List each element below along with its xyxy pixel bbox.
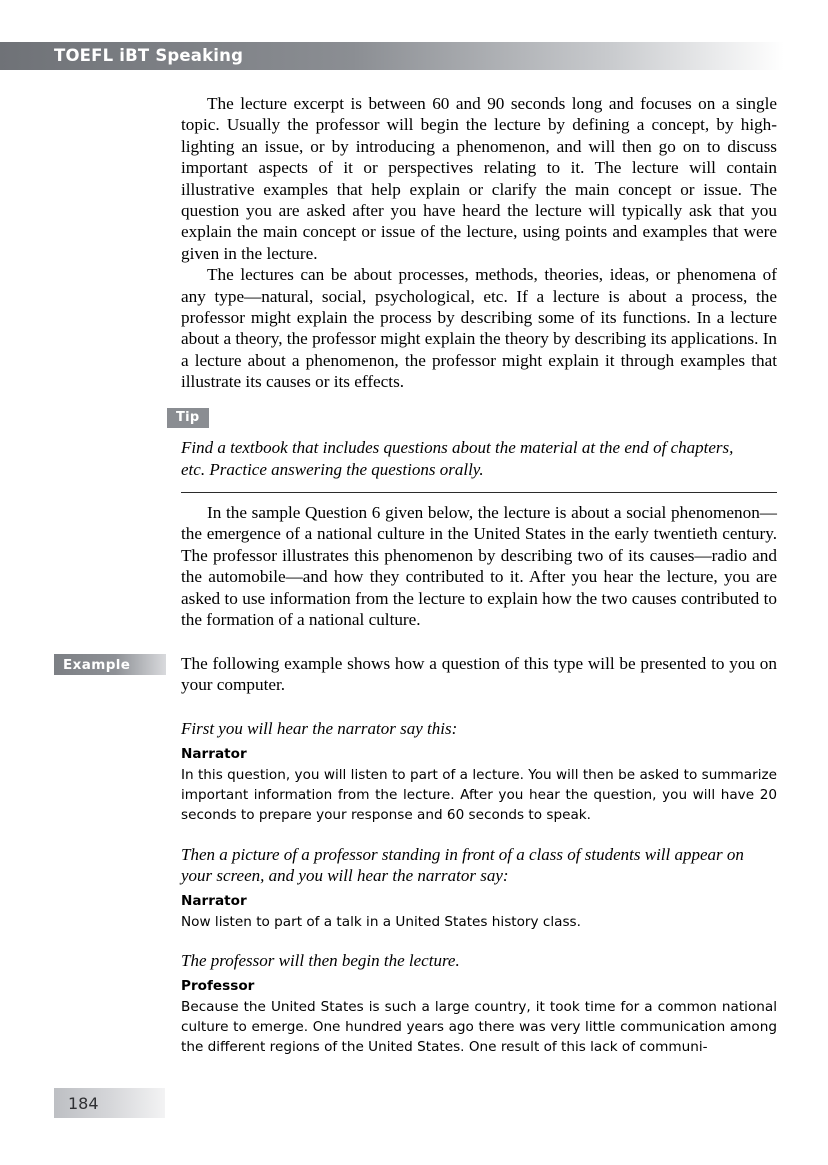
example-badge <box>54 654 166 675</box>
tip-divider <box>181 492 777 493</box>
speaker-label: Narrator <box>181 892 247 909</box>
example-intro <box>181 653 777 696</box>
tip-text: Find a textbook that includes questions about the material at the end of chapters, etc. Practice answering the questions orally. <box>181 438 734 479</box>
script-spacer <box>181 932 777 950</box>
speech-text: Now listen to part of a talk in a United States history class. <box>181 913 581 930</box>
stage-direction: Then a picture of a professor standing in front of a class of students will appear on your screen, and you will hear the narrator say: <box>181 844 744 886</box>
example-script <box>181 718 777 1058</box>
tip-block <box>167 408 777 493</box>
page-header-title: TOEFL iBT Speaking <box>54 46 244 65</box>
example-badge-label: Example <box>63 657 131 673</box>
body-paragraph: The following example shows how a question of this type will be presented to you on your computer. <box>181 654 777 695</box>
after-tip-text <box>181 502 777 630</box>
speaker-label: Professor <box>181 977 255 994</box>
script-spacer <box>181 826 777 844</box>
speech-text: Because the United States is such a large country, it took time for a common national culture to emerge. One hundred years ago there was very little communication among the different regions of the United States. One result of this lack of communi- <box>181 998 777 1056</box>
speech-text: In this question, you will listen to part of a lecture. You will then be asked to summarize important information from the lecture. After you hear the question, you will have 20 seconds to prepare your response and 60 seconds to speak. <box>181 766 777 824</box>
speaker-label: Narrator <box>181 745 247 762</box>
tip-badge: Tip <box>167 408 209 428</box>
stage-direction: First you will hear the narrator say this: <box>181 719 458 738</box>
stage-direction: The professor will then begin the lecture. <box>181 951 460 971</box>
body-paragraph: The lecture excerpt is between 60 and 90 seconds long and focuses on a single topic. Usually the professor will begin the lecture by defining a concept, by high-lighting an issue, or by introducing a phenomenon, and will then go on to discuss important aspects of it or perspectives relating to it. The lecture will contain illustrative examples that help explain or clarify the main concept or issue. The question you are asked after you have heard the lecture will typically ask that you explain the main concept or issue of the lecture, using points and examples that were given in the lecture. <box>181 94 777 263</box>
main-text-column <box>181 93 777 393</box>
page-number: 184 <box>68 1094 99 1113</box>
body-paragraph: In the sample Question 6 given below, the lecture is about a social phenomenon—the emergence of a national culture in the United States in the early twentieth century. The professor illustrates this phenomenon by describing two of its causes—radio and the automobile—and how they contributed to it. After you hear the lecture, you are asked to use information from the lecture to explain how the two causes contributed to the formation of a national culture. <box>181 503 777 630</box>
body-paragraph: The lectures can be about processes, methods, theories, ideas, or phenomena of any type—natural, social, psychological, etc. If a lecture is about a process, the professor might explain the process by describing some of its functions. In a lecture about a theory, the professor might explain the theory by describing its applications. In a lecture about a phenomenon, the professor might explain it through examples that illustrate its causes or its effects. <box>181 265 778 392</box>
